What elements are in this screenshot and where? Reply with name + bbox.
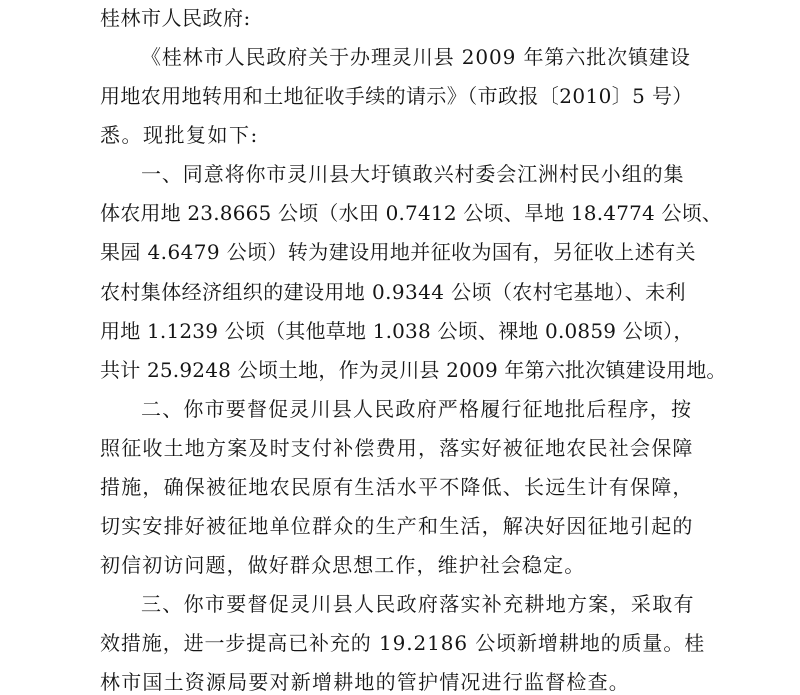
body-line: 农村集体经济组织的建设用地 0.9344 公顷（农村宅基地）、未利 [100,280,686,304]
body-line: 初信初访问题，做好群众思想工作，维护社会稳定。 [100,553,586,577]
body-line: 林市国土资源局要对新增耕地的管护情况进行监督检查。 [100,670,630,694]
body-line: 照征收土地方案及时支付补偿费用，落实好被征地农民社会保障 [100,436,694,460]
body-line: 效措施，进一步提高已补充的 19.2186 公顷新增耕地的质量。桂 [100,631,706,655]
body-line: 二、你市要督促灵川县人民政府严格履行征地批后程序，按 [141,397,693,421]
body-line: 措施，确保被征地农民原有生活水平不降低、长远生计有保障， [100,475,694,499]
body-line: 一、同意将你市灵川县大圩镇敢兴村委会江洲村民小组的集 [141,162,685,186]
body-line: 体农用地 23.8665 公顷（水田 0.7412 公顷、旱地 18.4774 公顷、 [100,201,723,225]
body-line: 切实安排好被征地单位群众的生产和生活，解决好因征地引起的 [100,514,694,538]
body-line: 《桂林市人民政府关于办理灵川县 2009 年第六批次镇建设 [141,45,691,69]
body-line: 共计 25.9248 公顷土地，作为灵川县 2009 年第六批次镇建设用地。 [100,358,727,382]
body-line: 三、你市要督促灵川县人民政府落实补充耕地方案，采取有 [141,592,695,616]
body-line: 悉。现批复如下: [100,123,259,147]
body-line: 用地 1.1239 公顷（其他草地 1.038 公顷、裸地 0.0859 公顷）， [100,319,694,343]
body-line: 果园 4.6479 公顷）转为建设用地并征收为国有，另征收上述有关 [100,240,696,264]
body-line: 用地农用地转用和土地征收手续的请示》（市政报〔2010〕5 号） [100,84,693,108]
salutation: 桂林市人民政府: [100,6,251,30]
